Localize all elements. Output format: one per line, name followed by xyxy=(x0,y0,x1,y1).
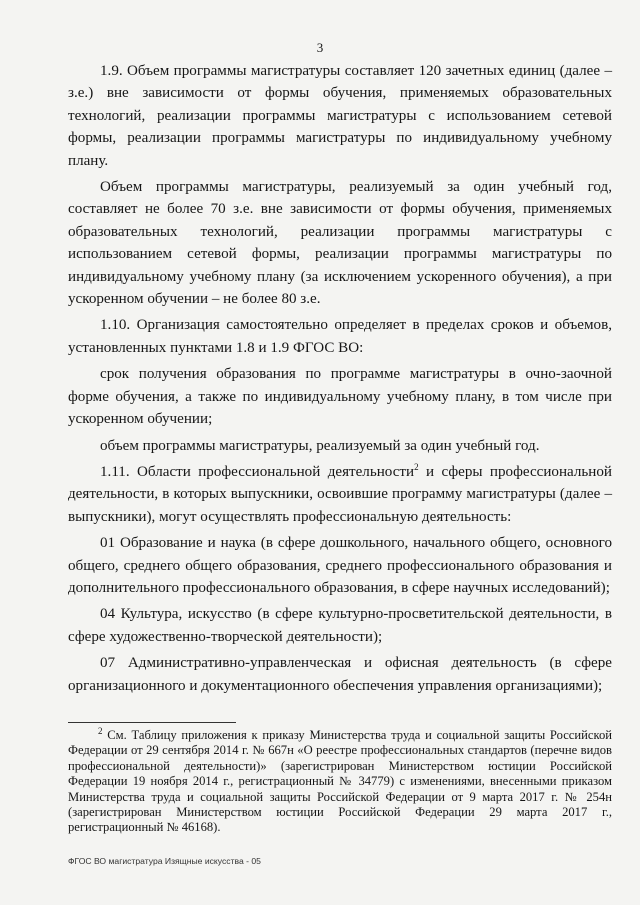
area-01-education: 01 Образование и наука (в сфере дошкольного, начального общего, основного общего, среднего общего образования, среднего профессионального образования и дополнительного профессионального образования, в сфере научных исследований); xyxy=(68,535,612,596)
footnote-mark: 2 xyxy=(98,725,103,736)
document-body xyxy=(68,60,612,701)
page-number: 3 xyxy=(316,40,324,55)
footnote-text: См. Таблицу приложения к приказу Министерства труда и социальной защиты Российской Федерации от 29 сентября 2014 г. № 667н «О реестре профессиональных стандартов (перечне видов профессиональной деятельности)» (зарегистрирован Министерством юстиции Российской Федерации 19 ноября 2014 г., регистрационный № 34779) с изменениями, внесенными приказом Министерства труда и социальной защиты Российской Федерации от 9 марта 2017 г. № 254н (зарегистрирован Министерством юстиции Российской Федерации 29 марта 2017 г., регистрационный № 46168). xyxy=(68,728,612,835)
footnote-reference: 2 xyxy=(414,461,419,472)
paragraph-1-11-lead: 1.11. Области профессиональной деятельности xyxy=(100,463,415,480)
footnote xyxy=(68,725,612,836)
paragraph-1-9: 1.9. Объем программы магистратуры составляет 120 зачетных единиц (далее – з.е.) вне зависимости от формы обучения, применяемых образовательных технологий, реализации программы магистратуры с использованием сетевой формы, реализации программы магистратуры по индивидуальному учебному плану. xyxy=(68,63,612,169)
footnote-separator xyxy=(68,722,236,723)
paragraph-1-11-rest: и сферы профессиональной деятельности, в которых выпускники, освоившие программу магистратуры (далее – выпускники), могут осуществлять профессиональную деятельность: xyxy=(68,463,612,525)
paragraph-term-of-study: срок получения образования по программе магистратуры в очно-заочной форме обучения, а также по индивидуальному учебному плану, в том числе при ускоренном обучении; xyxy=(68,366,612,428)
page-footer: ФГОС ВО магистратура Изящные искусства - 05 xyxy=(68,856,261,866)
area-07-administration: 07 Административно-управленческая и офисная деятельность (в сфере организационного и документационного обеспечения управления организациями); xyxy=(68,655,612,694)
paragraph-annual-volume: Объем программы магистратуры, реализуемый за один учебный год, составляет не более 70 з.е. вне зависимости от формы обучения, применяемых образовательных технологий, реализации программы магистратуры с использованием сетевой формы, реализации программы магистратуры по индивидуальному учебному плану (за исключением ускоренного обучения), а при ускоренном обучении – не более 80 з.е. xyxy=(68,179,612,308)
paragraph-annual-program-volume: объем программы магистратуры, реализуемый за один учебный год. xyxy=(100,437,540,454)
paragraph-1-10: 1.10. Организация самостоятельно определяет в пределах сроков и объемов, установленных пунктами 1.8 и 1.9 ФГОС ВО: xyxy=(68,317,612,356)
area-04-culture: 04 Культура, искусство (в сфере культурно-просветительской деятельности, в сфере художественно-творческой деятельности); xyxy=(68,606,612,645)
paragraph-1-11 xyxy=(68,461,612,528)
